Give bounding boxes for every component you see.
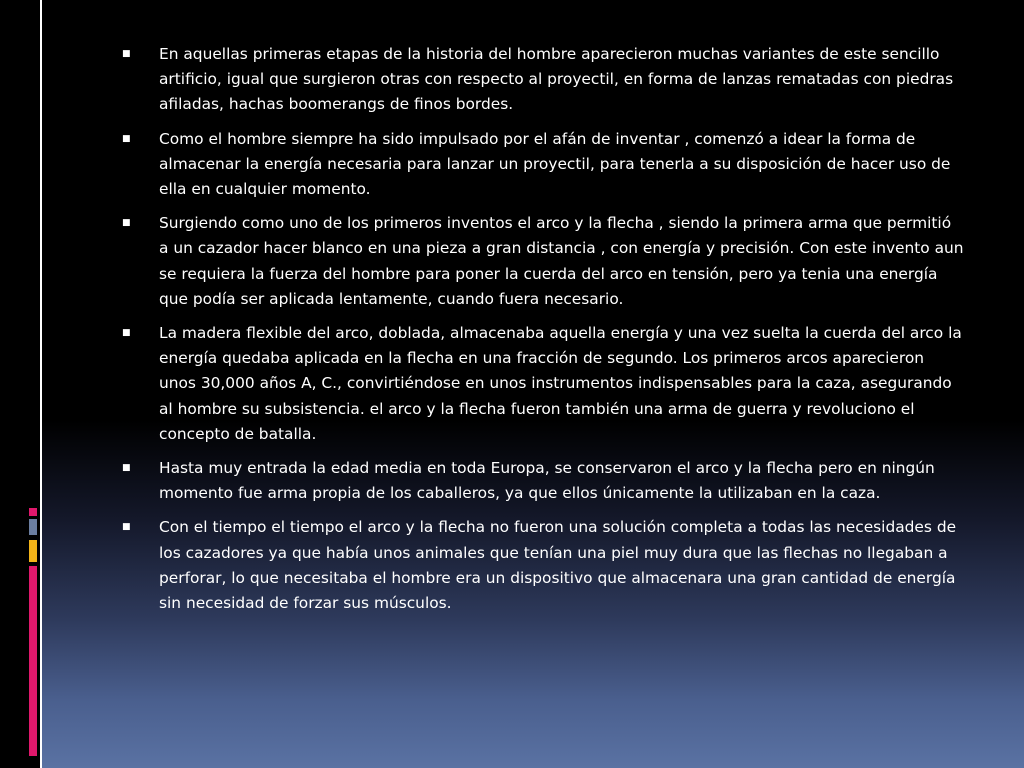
accent-bar-pink-top xyxy=(29,508,37,516)
square-bullet-icon: ■ xyxy=(122,218,131,229)
bullet-item xyxy=(120,456,965,506)
bullet-text: Como el hombre siempre ha sido impulsado por el afán de inventar , comenzó a idear la forma de almacenar la energía necesaria para lanzar un proyectil, para tenerla a su disposición de hacer uso de ella en cualquier momento. xyxy=(159,129,951,199)
bullet-text: En aquellas primeras etapas de la historia del hombre aparecieron muchas variantes de este sencillo artificio, igual que surgieron otras con respecto al proyectil, en forma de lanzas rematadas con piedras afiladas, hachas boomerangs de finos bordes. xyxy=(159,45,954,114)
bullet-item xyxy=(120,127,965,203)
accent-bar-pink-bottom xyxy=(29,566,37,756)
square-bullet-icon: ■ xyxy=(122,328,131,339)
bullet-text: Hasta muy entrada la edad media en toda Europa, se conservaron el arco y la flecha pero en ningún momento fue arma propia de los caballeros, ya que ellos únicamente la utilizaban en la caza. xyxy=(159,459,935,503)
bullet-text: Surgiendo como uno de los primeros inventos el arco y la flecha , siendo la primera arma que permitió a un cazador hacer blanco en una pieza a gran distancia , con energía y precisión. Con este invento aun se requiera la fuerza del hombre para poner la cuerda del arco en tensión, pero ya tenia una energía que podía ser aplicada lentamente, cuando fuera necesario. xyxy=(159,214,964,308)
accent-bar-yellow xyxy=(29,540,37,562)
bullet-item xyxy=(120,321,965,447)
square-bullet-icon: ■ xyxy=(122,522,131,533)
left-decorative-strip xyxy=(0,0,42,768)
accent-bar-gray xyxy=(29,519,37,535)
bullet-text: La madera flexible del arco, doblada, almacenaba aquella energía y una vez suelta la cuerda del arco la energía quedaba aplicada en la flecha en una fracción de segundo. Los primeros arcos aparecieron unos 30,000 años A, C., convirtiéndose en unos instrumentos indispensables para la caza, asegurando al hombre su subsistencia. el arco y la flecha fueron también una arma de guerra y revoluciono el concepto de batalla. xyxy=(159,324,962,443)
bullet-item xyxy=(120,211,965,312)
square-bullet-icon: ■ xyxy=(122,133,131,144)
square-bullet-icon: ■ xyxy=(122,463,131,474)
bullet-item xyxy=(120,42,965,118)
square-bullet-icon: ■ xyxy=(122,49,131,59)
bullet-list xyxy=(120,42,965,625)
bullet-item xyxy=(120,515,965,616)
bullet-text: Con el tiempo el tiempo el arco y la flecha no fueron una solución completa a todas las necesidades de los cazadores ya que había unos animales que tenían una piel muy dura que las flechas no llegaban a perforar, lo que necesitaba el hombre era un dispositivo que almacenara una gran cantidad de energía sin necesidad de forzar sus músculos. xyxy=(159,518,957,613)
